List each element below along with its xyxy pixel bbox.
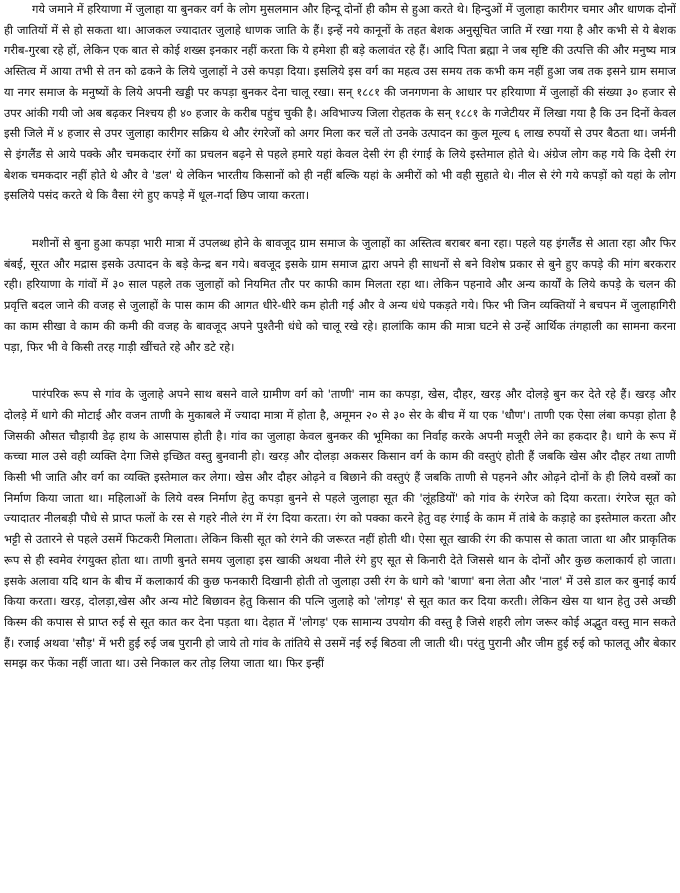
paragraph-gap: [4, 206, 676, 233]
paragraph-gap: [4, 357, 676, 384]
document-page: [4, 0, 676, 893]
paragraph-mill-cloth: मशीनों से बुना हुआ कपड़ा भारी मात्रा में उपलब्ध होने के बावजूद ग्राम समाज के जुलाहों का अस्तित्व बराबर बना रहा। पहले यह इंगलैंड से आता रहा और फिर बंबई, सूरत और मद्रास इसके उत्पादन के बड़े केन्द्र बन गये। बवजूद इसके ग्राम समाज द्वारा अपने ही साधनों से बने विशेष प्रकार से बुने हुए कपड़े की मांग बरकरार रही। हरियाणा के गांवों में ३० साल पहले तक जुलाहों को नियमित तौर पर काफी काम मिलता रहा था। लेकिन पहनावे और अन्य कार्यों के लिये कपड़े के चलन की प्रवृत्ति बदल जाने की वजह से जुलाहों के पास काम की आगत धीरे-धीरे कम होती गई और वे अन्य धंधे पकड़ते गये। फिर भी जिन व्यक्तियों ने बचपन में जुलाहागिरी का काम सीखा वे काम की कमी की वजह के बावजूद अपने पुश्तैनी धंधे को चालू रखे रहे। हालांकि काम की मात्रा घटने से उन्हें आर्थिक तंगहाली का सामना करना पड़ा, फिर भी वे किसी तरह गाड़ी खींचते रहे और डटे रहे।: [4, 236, 676, 354]
paragraph-traditional-weaving: पारंपरिक रूप से गांव के जुलाहे अपने साथ बसने वाले ग्रामीण वर्ग को 'ताणी' नाम का कपड़ा, खेस, दौहर, खरड़ और दोलड़े बुन कर देते रहे हैं। खरड़ और दोलड़े में धागे की मोटाई और वजन ताणी के मुकाबले में ज्यादा मात्रा में होता है, अमूमन २० से ३० सेर के बीच में या एक 'धौण'। ताणी एक ऐसा लंबा कपड़ा होता है जिसकी औसत चौड़ायी डेढ़ हाथ के आसपास होती है। गांव का जुलाहा केवल बुनकर की भूमिका का निर्वाह करके अपनी मजूरी लेने का हकदार है। धागे के रूप में कच्चा माल उसे वही व्यक्ति देगा जिसे इच्छित वस्तु बुनवानी हो। खरड़ और दोलड़ा अकसर किसान वर्ग के काम की वस्तुएं होती हैं जबकि खेस और दौहर तथा ताणी किसी भी जाति और वर्ग का व्यक्ति इस्तेमाल कर लेगा। खेस और दौहर ओढ़ने व बिछाने की वस्तुएं हैं जबकि ताणी से पहनने और ओढ़ने दोनों के ही लिये वस्त्रों का निर्माण किया जाता था। महिलाओं के लिये वस्त्र निर्माण हेतु कपड़ा बुनने से पहले जुलाहा सूत की 'लूंहडियों' को गांव के रंगरेज को दिया करता। रंगरेज सूत को ज्यादातर नीलबड़ी पौधे से प्राप्त फलों के रस से गहरे नीले रंग में रंग दिया करता। रंग को पक्का करने हेतु वह रंगाई के काम में तांबे के कड़ाहे का इस्तेमाल करता और भट्टी से उतारने से पहले उसमें फिटकरी मिलाता। लेकिन किसी सूत को रंगने की जरूरत नहीं होती थी। ऐसा सूत खाकी रंग की कपास से काता जाता था और प्राकृतिक रूप से ही स्वमेव रंगयुक्त होता था। ताणी बुनते समय जुलाहा इस खाकी अथवा नीले रंगे हुए सूत से किनारी देते जिससे थान के दोनों और कुछ कलाकार्य हो जाता। इसके अलावा यदि थान के बीच में कलाकार्य की कुछ फनकारी दिखानी होती तो जुलाहा उसी रंग के धागे को 'बाणा' बना लेता और 'नाल' में उसे डाल कर बुनाई कार्य किया करता। खरड़, दोलड़ा,खेस और अन्य मोटे बिछावन हेतु किसान की पत्नि जुलाहे को 'लोगड़' से सूत कात कर दिया करती। लेकिन खेस या थान हेतु उसे अच्छी किस्म की कपास से प्राप्त रुई से सूत कात कर देना पड़ता था। देहात में 'लोगड़' एक सामान्य उपयोग की वस्तु है जिसे शहरी लोग जरूर कोई अद्भुत वस्तु मान सकते हैं। रजाई अथवा 'सौड़' में भरी हुई रुई जब पुरानी हो जाये तो गांव के तांतिये से उसमें नई रुई बिठवा ली जाती थी। परंतु पुरानी और जीम हुई रुई को फालतू और बेकार समझ कर फेंका नहीं जाता था। उसे निकाल कर तोड़ लिया जाता था। फिर इन्हीं: [4, 387, 676, 671]
paragraph-weaver-history: गये जमाने में हरियाणा में जुलाहा या बुनकर वर्ग के लोग मुसलमान और हिन्दू दोनों ही कौम से हुआ करते थे। हिन्दुओं में जुलाहा कारीगर चमार और धाणक दोनों ही जातियों में से हो सकता था। आजकल ज्यादातर जुलाहे धाणक जाति के हैं। इन्हें नये कानूनों के तहत बेशक अनुसूचित जाति में रखा गया है और कभी से ये बेशक गरीब-गुरबा रहे हों, लेकिन एक बात से कोई शख्स इनकार नहीं करता कि ये हमेशा ही बड़े कलावंत रहे हैं। आदि पिता ब्रह्मा ने जब सृष्टि की उत्पत्ति की और मनुष्य मात्र अस्तित्व में आया तभी से तन को ढकने के लिये जुलाहों ने उसे कपड़ा दिया। इसलिये इस वर्ग का महत्व उस समय तक कभी कम नहीं हुआ जब तक इसने ग्राम समाज या नगर समाज के मनुष्यों के लिये अपनी खड्डी पर कपड़ा बुनकर देना चालू रखा। सन् १८८१ की जनगणना के आधार पर हरियाणा में जुलाहों की संख्या ३० हजार से उपर आंकी गयी जो अब बढ़कर निश्चय ही ४० हजार के करीब पहुंच चुकी है। अविभाज्य जिला रोहतक के सन् १८८१ के गजेटीयर में लिखा गया है कि उन दिनों केवल इसी जिले में ४ हजार से उपर जुलाहा कारीगर सक्रिय थे और रंगरेजों को अगर मिला कर चलें तो उनके उत्पादन का कुल मूल्य ६ लाख रुपयों से उपर बैठता था। जर्मनी से इंगलैंड से आये पक्के और चमकदार रंगों का प्रचलन बढ़ने से पहले हमारे यहां केवल देसी रंग ही रंगाई के लिये इस्तेमाल होते थे। अंग्रेज लोग कह गये कि देसी रंग बेशक चमकदार नहीं होते थे और वे 'डल' थे लेकिन भारतीय किसानों को ही नहीं बल्कि यहां के अमीरों को भी वही सुहाते थे। नील से रंगे गये कपड़ों को यहां के लोग इसलिये पसंद करते थे कि वैसा रंगे हुए कपड़े में धूल-गर्दा छिप जाया करता।: [4, 2, 676, 203]
